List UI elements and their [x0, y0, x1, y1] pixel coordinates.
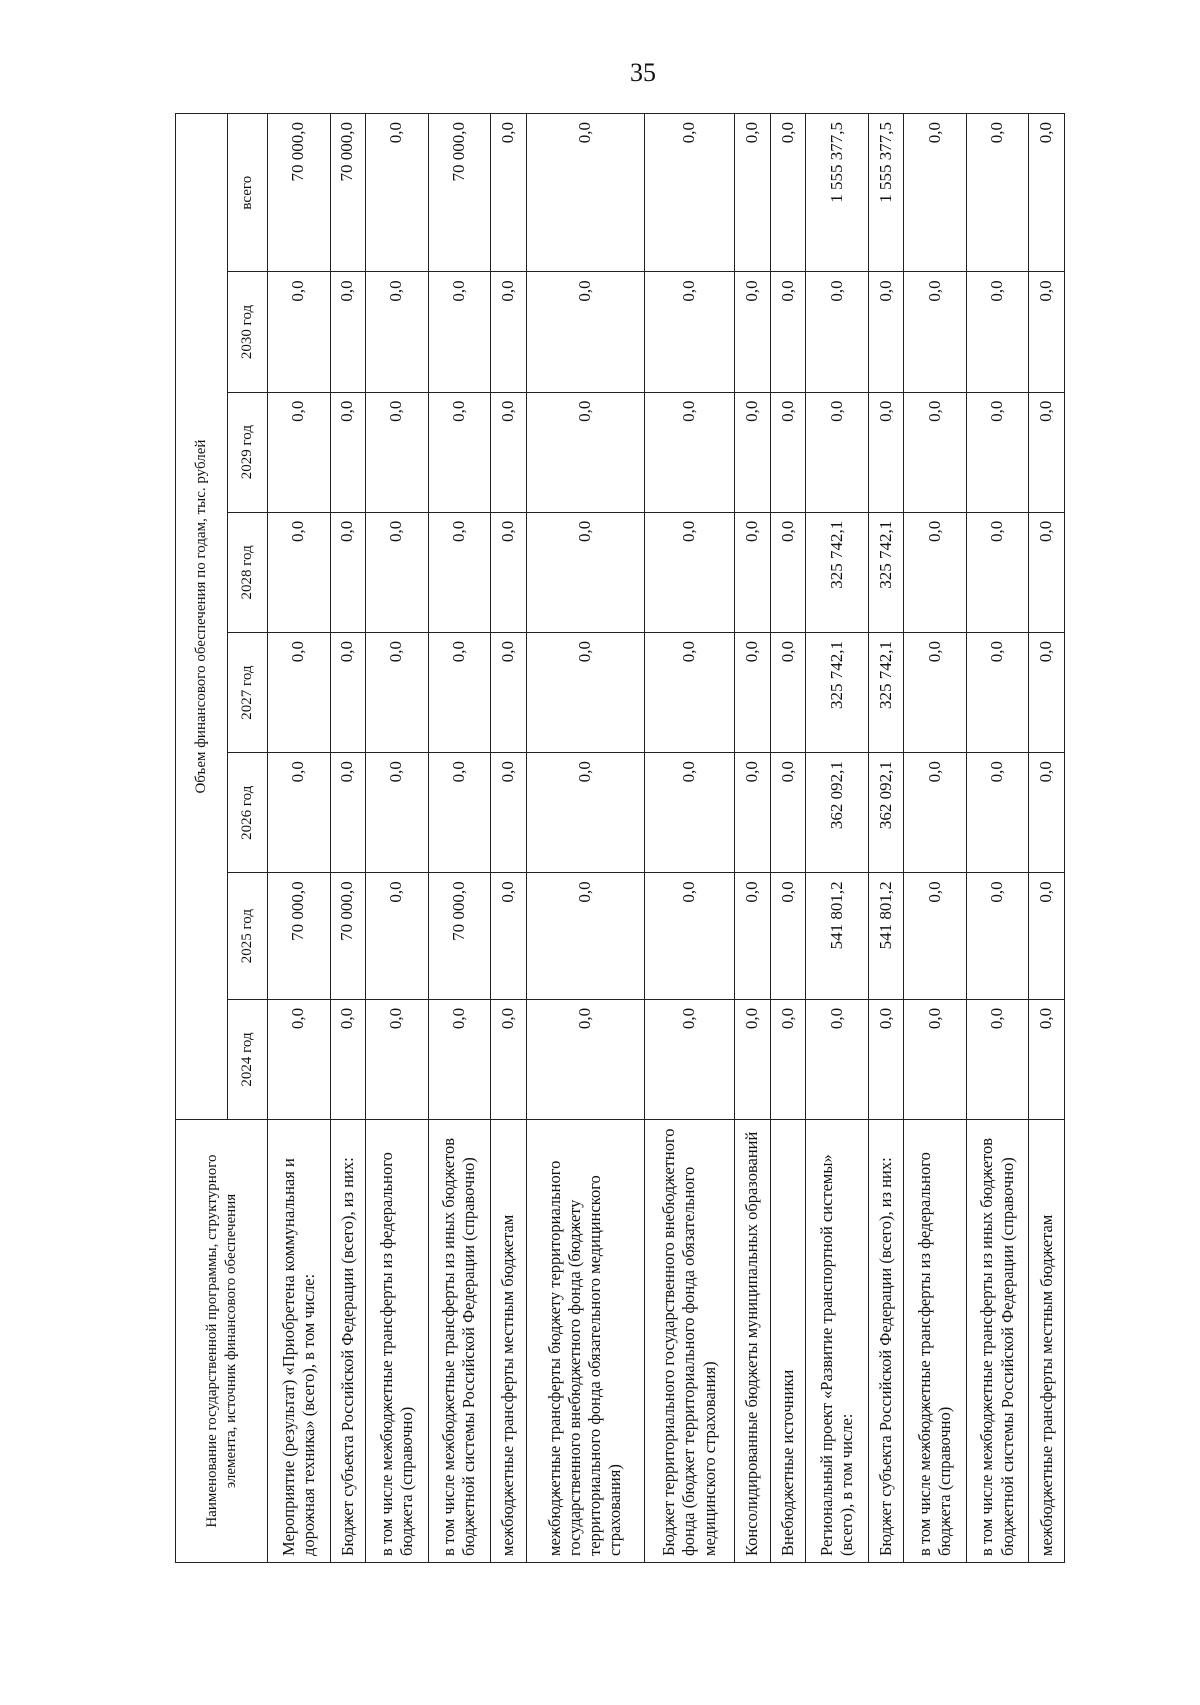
- row-value: 0,0: [526, 392, 644, 512]
- row-value: 0,0: [735, 512, 771, 632]
- row-value: 0,0: [491, 999, 527, 1119]
- row-source-name: Внебюджетные источники: [770, 1120, 806, 1563]
- row-value: 0,0: [330, 632, 366, 752]
- row-value: 0,0: [366, 999, 429, 1119]
- row-value: 0,0: [268, 272, 331, 392]
- row-value: 362 092,1: [868, 753, 904, 873]
- row-value: 1 555 377,5: [806, 114, 869, 272]
- table-row: [868, 114, 904, 1563]
- row-source-name: в том числе межбюджетные трансферты из иных бюджетов бюджетной системы Российской Федерации (справочно): [428, 1120, 491, 1563]
- row-value: 0,0: [366, 114, 429, 272]
- header-year: 2026 год: [228, 753, 268, 873]
- row-value: 0,0: [491, 873, 527, 1000]
- row-value: 0,0: [770, 999, 806, 1119]
- table-row: [904, 114, 967, 1563]
- row-value: 0,0: [1029, 512, 1065, 632]
- row-value: 0,0: [770, 512, 806, 632]
- row-value: 0,0: [904, 114, 967, 272]
- header-year: всего: [228, 114, 268, 272]
- row-source-name: Консолидированные бюджеты муниципальных образований: [735, 1120, 771, 1563]
- row-value: 0,0: [366, 512, 429, 632]
- rotated-table-container: [175, 113, 1065, 1563]
- row-value: 0,0: [268, 392, 331, 512]
- row-value: 70 000,0: [428, 114, 491, 272]
- row-value: 0,0: [966, 114, 1029, 272]
- row-value: 0,0: [330, 999, 366, 1119]
- row-value: 0,0: [330, 512, 366, 632]
- row-value: 0,0: [904, 999, 967, 1119]
- row-value: 0,0: [735, 632, 771, 752]
- row-value: 325 742,1: [868, 512, 904, 632]
- row-value: 0,0: [735, 873, 771, 1000]
- row-value: 0,0: [644, 873, 734, 1000]
- row-value: 0,0: [491, 272, 527, 392]
- row-value: 0,0: [770, 873, 806, 1000]
- row-value: 0,0: [644, 114, 734, 272]
- row-value: 0,0: [644, 753, 734, 873]
- row-value: 0,0: [806, 272, 869, 392]
- header-year: 2029 год: [228, 392, 268, 512]
- row-value: 70 000,0: [330, 873, 366, 1000]
- table-row: [428, 114, 491, 1563]
- row-source-name: в том числе межбюджетные трансферты из федерального бюджета (справочно): [366, 1120, 429, 1563]
- row-value: 0,0: [1029, 753, 1065, 873]
- row-value: 0,0: [735, 753, 771, 873]
- header-year: 2028 год: [228, 512, 268, 632]
- row-value: 0,0: [526, 999, 644, 1119]
- row-value: 0,0: [868, 392, 904, 512]
- row-value: 0,0: [366, 873, 429, 1000]
- row-value: 70 000,0: [330, 114, 366, 272]
- row-value: 0,0: [966, 272, 1029, 392]
- row-value: 0,0: [526, 873, 644, 1000]
- row-value: 0,0: [428, 632, 491, 752]
- header-year: 2027 год: [228, 632, 268, 752]
- row-value: 0,0: [366, 392, 429, 512]
- row-value: 325 742,1: [806, 632, 869, 752]
- row-value: 0,0: [526, 753, 644, 873]
- row-value: 0,0: [268, 753, 331, 873]
- row-value: 0,0: [735, 272, 771, 392]
- row-value: 0,0: [268, 512, 331, 632]
- row-value: 70 000,0: [268, 873, 331, 1000]
- row-value: 0,0: [644, 999, 734, 1119]
- row-source-name: Бюджет субъекта Российской Федерации (всего), из них:: [330, 1120, 366, 1563]
- row-value: 0,0: [904, 873, 967, 1000]
- row-value: 0,0: [904, 272, 967, 392]
- table-row: [268, 114, 331, 1563]
- header-year: 2025 год: [228, 873, 268, 1000]
- financing-table: [175, 113, 1065, 1563]
- row-value: 0,0: [904, 512, 967, 632]
- row-value: 0,0: [806, 392, 869, 512]
- row-value: 0,0: [904, 392, 967, 512]
- row-value: 325 742,1: [868, 632, 904, 752]
- row-source-name: межбюджетные трансферты местным бюджетам: [1029, 1120, 1065, 1563]
- table-row: [366, 114, 429, 1563]
- row-value: 0,0: [904, 632, 967, 752]
- row-value: 0,0: [491, 753, 527, 873]
- table-row: [806, 114, 869, 1563]
- row-source-name: Мероприятие (результат) «Приобретена коммунальная и дорожная техника» (всего), в том числе:: [268, 1120, 331, 1563]
- header-year: 2030 год: [228, 272, 268, 392]
- row-value: 0,0: [806, 999, 869, 1119]
- row-value: 0,0: [966, 753, 1029, 873]
- row-value: 0,0: [735, 114, 771, 272]
- row-value: 0,0: [428, 999, 491, 1119]
- row-value: 0,0: [1029, 873, 1065, 1000]
- row-value: 0,0: [1029, 392, 1065, 512]
- table-row: [1029, 114, 1065, 1563]
- row-value: 0,0: [644, 392, 734, 512]
- row-value: 0,0: [966, 392, 1029, 512]
- row-value: 0,0: [366, 632, 429, 752]
- row-value: 0,0: [526, 512, 644, 632]
- row-value: 0,0: [428, 753, 491, 873]
- row-value: 0,0: [268, 632, 331, 752]
- row-value: 0,0: [868, 272, 904, 392]
- row-value: 0,0: [770, 114, 806, 272]
- row-source-name: в том числе межбюджетные трансферты из федерального бюджета (справочно): [904, 1120, 967, 1563]
- page-number: 35: [630, 58, 656, 87]
- row-value: 70 000,0: [268, 114, 331, 272]
- header-volume: Объем финансового обеспечения по годам, тыс. рублей: [176, 114, 228, 1120]
- table-row: [735, 114, 771, 1563]
- row-value: 0,0: [366, 272, 429, 392]
- row-value: 0,0: [366, 753, 429, 873]
- header-year: 2024 год: [228, 999, 268, 1119]
- table-row: [526, 114, 644, 1563]
- row-value: 0,0: [644, 512, 734, 632]
- table-row: [491, 114, 527, 1563]
- row-value: 0,0: [268, 999, 331, 1119]
- row-value: 362 092,1: [806, 753, 869, 873]
- row-source-name: в том числе межбюджетные трансферты из иных бюджетов бюджетной системы Российской Федерации (справочно): [966, 1120, 1029, 1563]
- row-value: 0,0: [491, 632, 527, 752]
- row-value: 0,0: [526, 272, 644, 392]
- row-source-name: Бюджет территориального государственного внебюджетного фонда (бюджет территориального фонда обязательного медицинского страхования): [644, 1120, 734, 1563]
- row-value: 0,0: [966, 873, 1029, 1000]
- row-value: 1 555 377,5: [868, 114, 904, 272]
- table-row: [770, 114, 806, 1563]
- row-value: 541 801,2: [868, 873, 904, 1000]
- row-value: 0,0: [491, 114, 527, 272]
- row-value: 0,0: [735, 392, 771, 512]
- row-source-name: Бюджет субъекта Российской Федерации (всего), из них:: [868, 1120, 904, 1563]
- row-value: 0,0: [526, 114, 644, 272]
- table-row: [330, 114, 366, 1563]
- row-value: 0,0: [868, 999, 904, 1119]
- row-value: 0,0: [1029, 114, 1065, 272]
- row-value: 0,0: [1029, 272, 1065, 392]
- row-source-name: межбюджетные трансферты местным бюджетам: [491, 1120, 527, 1563]
- row-value: 0,0: [735, 999, 771, 1119]
- row-value: 0,0: [644, 632, 734, 752]
- row-value: 0,0: [770, 392, 806, 512]
- row-value: 0,0: [966, 512, 1029, 632]
- table-row: [644, 114, 734, 1563]
- row-value: 0,0: [966, 632, 1029, 752]
- row-value: 70 000,0: [428, 873, 491, 1000]
- row-source-name: Региональный проект «Развитие транспортной системы» (всего), в том числе:: [806, 1120, 869, 1563]
- row-value: 0,0: [644, 272, 734, 392]
- row-value: 0,0: [330, 392, 366, 512]
- row-value: 0,0: [428, 272, 491, 392]
- header-name: Наименование государственной программы, структурного элемента, источник финансового обеспечения: [176, 1120, 268, 1563]
- row-value: 0,0: [428, 392, 491, 512]
- row-value: 0,0: [904, 753, 967, 873]
- row-source-name: межбюджетные трансферты бюджету территориального государственного внебюджетного фонда (бюджету территориального фонда обязательного медицинского страхования): [526, 1120, 644, 1563]
- row-value: 0,0: [770, 753, 806, 873]
- row-value: 541 801,2: [806, 873, 869, 1000]
- row-value: 0,0: [1029, 632, 1065, 752]
- row-value: 0,0: [770, 272, 806, 392]
- row-value: 0,0: [526, 632, 644, 752]
- row-value: 0,0: [330, 753, 366, 873]
- row-value: 0,0: [491, 512, 527, 632]
- row-value: 0,0: [1029, 999, 1065, 1119]
- row-value: 325 742,1: [806, 512, 869, 632]
- row-value: 0,0: [330, 272, 366, 392]
- table-row: [966, 114, 1029, 1563]
- row-value: 0,0: [491, 392, 527, 512]
- row-value: 0,0: [966, 999, 1029, 1119]
- row-value: 0,0: [428, 512, 491, 632]
- row-value: 0,0: [770, 632, 806, 752]
